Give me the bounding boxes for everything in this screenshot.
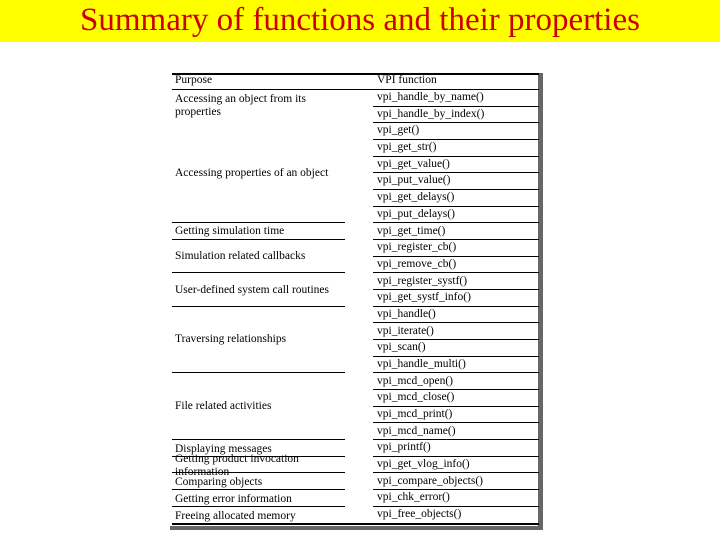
function-cell: vpi_get_delays() bbox=[377, 191, 455, 203]
function-cell: vpi_mcd_name() bbox=[377, 425, 456, 437]
header-function: VPI function bbox=[377, 74, 437, 86]
row-rule bbox=[373, 239, 539, 240]
function-cell: vpi_put_delays() bbox=[377, 208, 455, 220]
row-rule bbox=[373, 472, 539, 473]
row-rule bbox=[373, 139, 539, 140]
row-rule bbox=[172, 372, 345, 373]
row-rule bbox=[373, 406, 539, 407]
purpose-cell: Comparing objects bbox=[175, 476, 263, 488]
function-cell: vpi_get() bbox=[377, 124, 420, 136]
row-rule bbox=[172, 239, 345, 240]
function-cell: vpi_handle_multi() bbox=[377, 358, 466, 370]
function-cell: vpi_mcd_close() bbox=[377, 391, 455, 403]
function-cell: vpi_remove_cb() bbox=[377, 258, 457, 270]
row-rule bbox=[172, 472, 345, 473]
function-cell: vpi_compare_objects() bbox=[377, 475, 484, 487]
row-rule bbox=[373, 439, 539, 440]
purpose-cell: Getting simulation time bbox=[175, 225, 285, 237]
function-cell: vpi_iterate() bbox=[377, 325, 434, 337]
function-cell: vpi_mcd_open() bbox=[377, 375, 454, 387]
row-rule bbox=[172, 272, 345, 273]
function-cell: vpi_get_value() bbox=[377, 158, 450, 170]
row-rule bbox=[373, 456, 539, 457]
header-purpose: Purpose bbox=[175, 74, 213, 86]
function-cell: vpi_handle_by_index() bbox=[377, 108, 485, 120]
page-title: Summary of functions and their properties bbox=[80, 2, 640, 38]
purpose-cell: Accessing properties of an object bbox=[175, 167, 329, 179]
function-cell: vpi_get_vlog_info() bbox=[377, 458, 470, 470]
row-rule bbox=[172, 222, 345, 223]
function-cell: vpi_printf() bbox=[377, 441, 431, 453]
function-cell: vpi_chk_error() bbox=[377, 491, 450, 503]
row-rule bbox=[172, 506, 345, 507]
table-bottom-rule bbox=[172, 523, 539, 525]
row-rule bbox=[373, 156, 539, 157]
purpose-cell: Traversing relationships bbox=[175, 333, 287, 345]
row-rule bbox=[373, 206, 539, 207]
row-rule bbox=[172, 439, 345, 440]
purpose-cell: Freeing allocated memory bbox=[175, 510, 296, 522]
row-rule bbox=[373, 389, 539, 390]
function-cell: vpi_scan() bbox=[377, 341, 426, 353]
row-rule bbox=[373, 106, 539, 107]
purpose-cell: Simulation related callbacks bbox=[175, 250, 306, 262]
purpose-cell: Displaying messages bbox=[175, 443, 272, 455]
row-rule bbox=[373, 172, 539, 173]
row-rule bbox=[373, 272, 539, 273]
function-cell: vpi_handle_by_name() bbox=[377, 91, 484, 103]
row-rule bbox=[172, 456, 345, 457]
row-rule bbox=[373, 306, 539, 307]
row-rule bbox=[373, 289, 539, 290]
row-rule bbox=[373, 222, 539, 223]
function-cell: vpi_get_str() bbox=[377, 141, 437, 153]
function-cell: vpi_handle() bbox=[377, 308, 436, 320]
purpose-cell: Getting product invocation information bbox=[175, 453, 299, 478]
row-rule bbox=[373, 122, 539, 123]
purpose-cell: File related activities bbox=[175, 400, 272, 412]
function-cell: vpi_get_time() bbox=[377, 225, 446, 237]
purpose-cell: User-defined system call routines bbox=[175, 284, 330, 296]
row-rule bbox=[172, 489, 345, 490]
row-rule bbox=[373, 372, 539, 373]
row-rule bbox=[373, 356, 539, 357]
function-cell: vpi_register_cb() bbox=[377, 241, 457, 253]
row-rule bbox=[373, 489, 539, 490]
row-rule bbox=[373, 506, 539, 507]
function-cell: vpi_put_value() bbox=[377, 174, 451, 186]
header-rule bbox=[172, 89, 539, 90]
row-rule bbox=[373, 256, 539, 257]
function-cell: vpi_mcd_print() bbox=[377, 408, 453, 420]
row-rule bbox=[373, 189, 539, 190]
function-cell: vpi_free_objects() bbox=[377, 508, 462, 520]
purpose-cell: Accessing an object from its properties bbox=[175, 93, 306, 118]
row-rule bbox=[373, 339, 539, 340]
row-rule bbox=[172, 306, 345, 307]
purpose-cell: Getting error information bbox=[175, 493, 292, 505]
function-cell: vpi_register_systf() bbox=[377, 275, 468, 287]
row-rule bbox=[373, 422, 539, 423]
function-cell: vpi_get_systf_info() bbox=[377, 291, 471, 303]
row-rule bbox=[373, 322, 539, 323]
